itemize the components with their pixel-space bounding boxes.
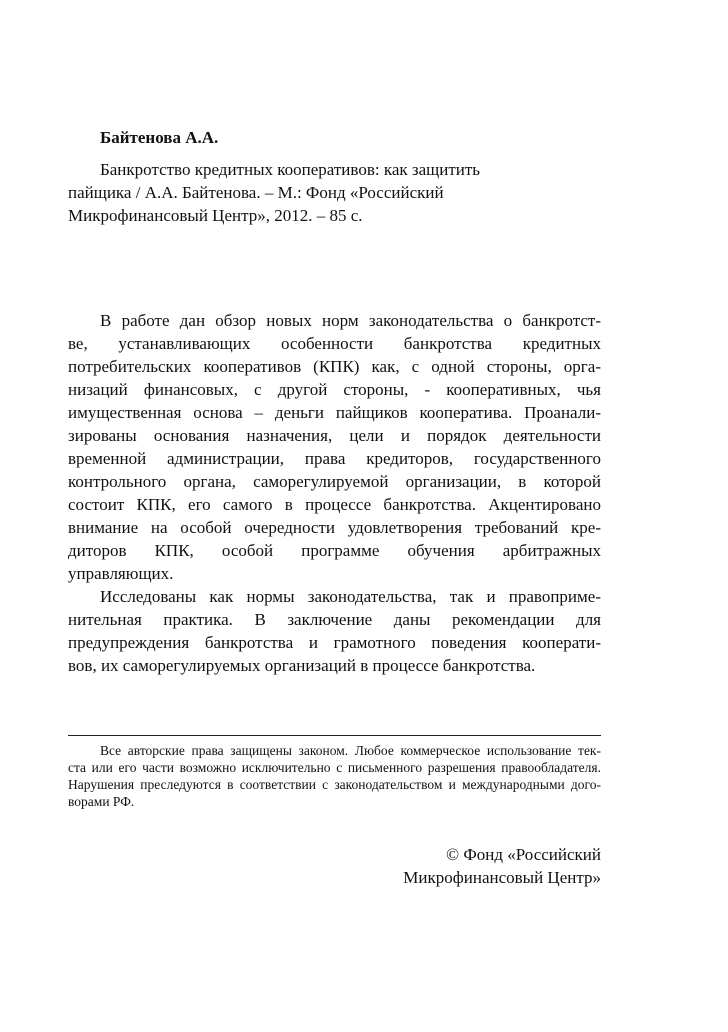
abstract-line: зированы основания назначения, цели и порядок деятельности (68, 426, 601, 445)
abstract-line: вов, их саморегулируемых организаций в процессе банкротства. (68, 656, 536, 675)
abstract-line: диторов КПК, особой программе обучения арбитражных (68, 541, 601, 560)
copyright-line: Микрофинансовый Центр» (403, 868, 601, 887)
abstract (68, 309, 601, 677)
abstract-line: В работе дан обзор новых норм законодательства о банкротст- (100, 311, 601, 330)
abstract-line: временной администрации, права кредиторов, государственного (68, 449, 601, 468)
notice-line: ворами РФ. (68, 794, 135, 809)
copyright-holder (403, 843, 601, 889)
notice-line: Нарушения преследуются в соответствии с законодательством и международными дого- (68, 777, 601, 792)
abstract-line: внимание на особой очередности удовлетворения требований кре- (68, 518, 601, 537)
copyright-line: © Фонд «Российский (446, 845, 601, 864)
abstract-line: Исследованы как нормы законодательства, так и правоприме- (100, 587, 601, 606)
author-name: Байтенова А.А. (100, 128, 219, 147)
abstract-line: контрольного органа, саморегулируемой организации, в которой (68, 472, 601, 491)
notice-line: ста или его части возможно исключительно с письменного разрешения правообладателя. (68, 760, 601, 775)
document-page (68, 0, 601, 1032)
divider (68, 735, 601, 736)
abstract-line: потребительских кооперативов (КПК) как, с одной стороны, орга- (68, 357, 601, 376)
abstract-line: имущественная основа – деньги пайщиков кооператива. Проанали- (68, 403, 601, 422)
abstract-line: предупреждения банкротства и грамотного поведения кооперати- (68, 633, 601, 652)
abstract-line: нительная практика. В заключение даны рекомендации для (68, 610, 601, 629)
abstract-line: состоит КПК, его самого в процессе банкротства. Акцентировано (68, 495, 601, 514)
citation-line: пайщика / А.А. Байтенова. – М.: Фонд «Российский (68, 183, 444, 202)
abstract-line: управляющих. (68, 564, 174, 583)
citation-line: Банкротство кредитных кооперативов: как защитить (100, 160, 481, 179)
notice-line: Все авторские права защищены законом. Любое коммерческое использование тек- (100, 743, 601, 758)
copyright-notice (68, 742, 601, 810)
bibliographic-citation (68, 158, 601, 227)
citation-line: Микрофинансовый Центр», 2012. – 85 с. (68, 206, 363, 225)
abstract-line: низаций финансовых, с другой стороны, - кооперативных, чья (68, 380, 601, 399)
abstract-line: ве, устанавливающих особенности банкротства кредитных (68, 334, 601, 353)
